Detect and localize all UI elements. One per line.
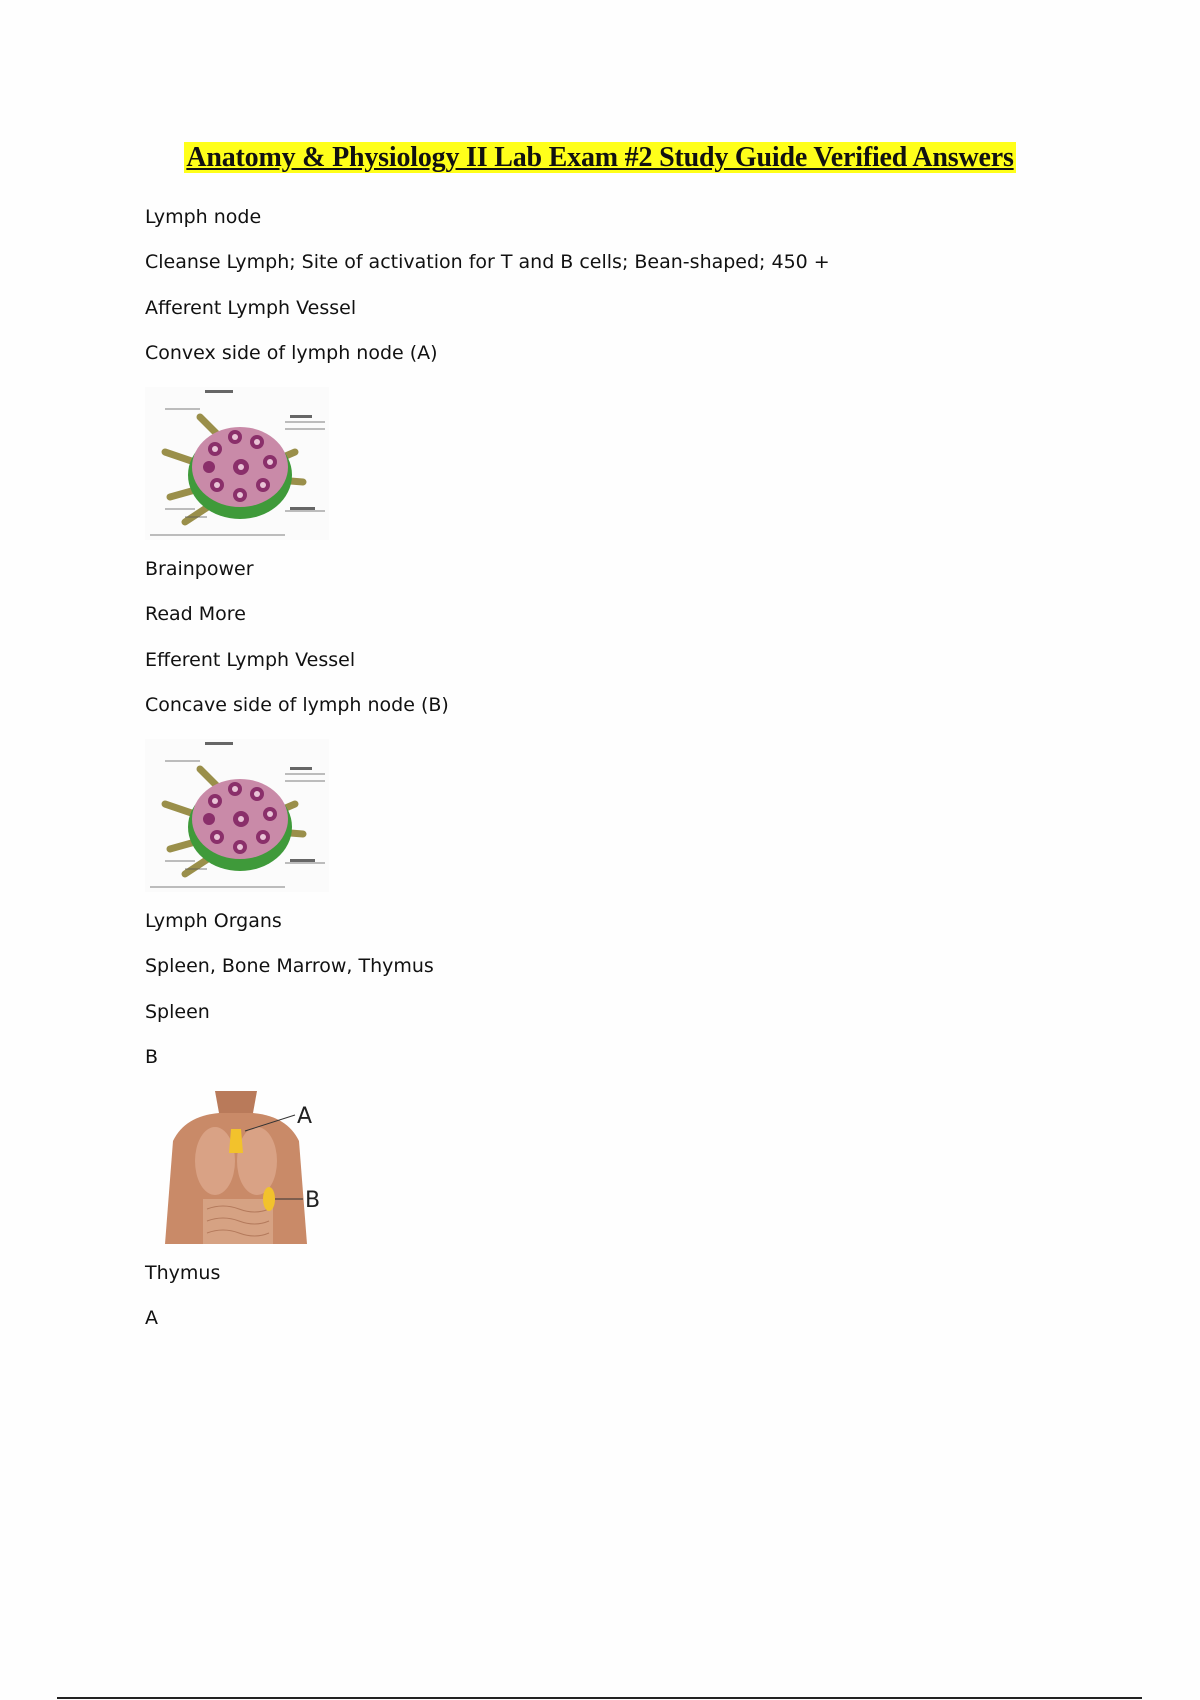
torso-organs-diagram xyxy=(145,1091,329,1244)
definition-line: Concave side of lymph node (B) xyxy=(145,694,449,716)
label-b: B xyxy=(305,1188,321,1213)
document-title xyxy=(0,142,1200,174)
term-line: Spleen xyxy=(145,1001,210,1023)
title-text: Anatomy & Physiology II Lab Exam #2 Study Guide Verified Answers xyxy=(186,142,1014,173)
read-more-link[interactable]: Read More xyxy=(145,603,246,625)
footer-rule xyxy=(57,1697,1142,1699)
definition-line: A xyxy=(145,1307,158,1329)
lymph-node-diagram xyxy=(145,739,329,892)
definition-line: Convex side of lymph node (A) xyxy=(145,342,438,364)
term-line: Afferent Lymph Vessel xyxy=(145,297,357,319)
term-line: Lymph Organs xyxy=(145,910,282,932)
label-a: A xyxy=(297,1104,313,1129)
term-line: Lymph node xyxy=(145,206,262,228)
definition-line: Cleanse Lymph; Site of activation for T and B cells; Bean-shaped; 450 + xyxy=(145,251,830,273)
term-line: Brainpower xyxy=(145,558,254,580)
term-line: Efferent Lymph Vessel xyxy=(145,649,356,671)
lymph-node-diagram xyxy=(145,387,329,540)
definition-line: B xyxy=(145,1046,159,1068)
definition-line: Spleen, Bone Marrow, Thymus xyxy=(145,955,434,977)
term-line: Thymus xyxy=(145,1262,221,1284)
